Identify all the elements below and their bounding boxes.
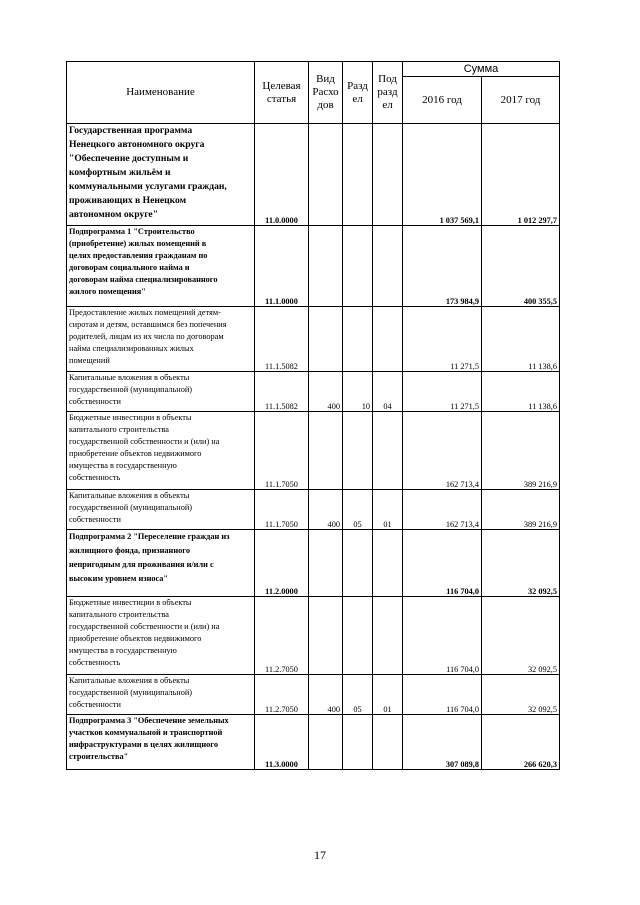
row-kind xyxy=(309,307,343,372)
row-section xyxy=(343,530,373,597)
row-name-line: собственность xyxy=(69,658,121,667)
header-subsection xyxy=(373,62,403,124)
header-subsection-line-1: Под xyxy=(378,73,397,85)
row-name-line: проживающих в Ненецком xyxy=(69,195,187,206)
header-kind-line-3: дов xyxy=(317,99,334,111)
row-name xyxy=(67,412,255,490)
row-section: 05 xyxy=(343,675,373,715)
row-subsection xyxy=(373,226,403,307)
row-sum-2017: 32 092,5 xyxy=(482,530,560,597)
row-name-line: имущества в государственную xyxy=(69,646,177,655)
header-name: Наименование xyxy=(67,62,255,124)
table-row xyxy=(67,597,560,675)
row-name-line: (приобретение) жилых помещений в xyxy=(69,239,207,248)
row-subsection xyxy=(373,597,403,675)
row-kind xyxy=(309,597,343,675)
table-row xyxy=(67,124,560,226)
row-target-code: 11.1.0000 xyxy=(255,226,309,307)
row-name-line: Подпрограмма 1 "Строительство xyxy=(69,227,195,236)
row-name xyxy=(67,124,255,226)
row-name-line: Бюджетные инвестиции в объекты xyxy=(69,598,192,607)
row-name-line: Ненецкого автономного округа xyxy=(69,139,205,150)
row-target-code: 11.1.7050 xyxy=(255,412,309,490)
row-name-line: государственной собственности и (или) на xyxy=(69,622,220,631)
row-target-code: 11.2.7050 xyxy=(255,597,309,675)
row-sum-2016: 162 713,4 xyxy=(403,412,482,490)
table-row xyxy=(67,372,560,412)
row-sum-2016: 11 271,5 xyxy=(403,307,482,372)
row-name-line: высоким уровнем износа" xyxy=(69,574,169,583)
row-name-line: Капитальные вложения в объекты xyxy=(69,491,190,500)
header-expense-kind xyxy=(309,62,343,124)
row-subsection: 01 xyxy=(373,675,403,715)
row-sum-2017: 32 092,5 xyxy=(482,675,560,715)
row-kind: 400 xyxy=(309,675,343,715)
row-name-line: государственной (муниципальной) xyxy=(69,385,193,394)
row-name xyxy=(67,675,255,715)
row-target-code: 11.1.7050 xyxy=(255,490,309,530)
row-sum-2016: 173 984,9 xyxy=(403,226,482,307)
row-subsection xyxy=(373,307,403,372)
row-target-code: 11.1.5082 xyxy=(255,307,309,372)
row-name-line: приобретение объектов недвижимого xyxy=(69,634,202,643)
table-row xyxy=(67,490,560,530)
table-row xyxy=(67,412,560,490)
row-subsection xyxy=(373,715,403,770)
table-body xyxy=(67,124,560,770)
table-row xyxy=(67,307,560,372)
row-name-line: собственность xyxy=(69,473,121,482)
row-subsection xyxy=(373,412,403,490)
row-name-line: Государственная программа xyxy=(69,125,193,136)
header-kind-line-1: Вид xyxy=(316,73,335,85)
row-section xyxy=(343,226,373,307)
row-name-line: договорам социального найма и xyxy=(69,263,190,272)
row-name-line: Капитальные вложения в объекты xyxy=(69,373,190,382)
row-name xyxy=(67,530,255,597)
header-section xyxy=(343,62,373,124)
header-section-line-2: ел xyxy=(352,92,363,105)
row-section xyxy=(343,597,373,675)
row-name-line: государственной (муниципальной) xyxy=(69,503,193,512)
row-name-line: государственной собственности и (или) на xyxy=(69,437,220,446)
table-header xyxy=(67,62,560,124)
row-name xyxy=(67,715,255,770)
row-name-line: договорам найма специализированного xyxy=(69,275,218,284)
row-name-line: помещений xyxy=(69,356,110,365)
row-sum-2016: 1 037 569,1 xyxy=(403,124,482,226)
row-target-code: 11.0.0000 xyxy=(255,124,309,226)
header-subsection-line-2: разд xyxy=(377,86,398,98)
row-name-line: Подпрограмма 2 "Переселение граждан из xyxy=(69,532,230,541)
row-name-line: Бюджетные инвестиции в объекты xyxy=(69,413,192,422)
header-section-line-1: Разд xyxy=(347,79,368,92)
row-sum-2017: 1 012 297,7 xyxy=(482,124,560,226)
table-row xyxy=(67,675,560,715)
budget-table-container xyxy=(66,61,559,770)
row-kind xyxy=(309,715,343,770)
table-row xyxy=(67,715,560,770)
row-name-line: жилого помещения" xyxy=(69,287,146,296)
row-name-line: капитального строительства xyxy=(69,610,169,619)
row-section: 10 xyxy=(343,372,373,412)
row-kind: 400 xyxy=(309,372,343,412)
row-sum-2017: 266 620,3 xyxy=(482,715,560,770)
row-name-line: инфраструктурами в целях жилищного xyxy=(69,740,218,749)
row-name-line: собственности xyxy=(69,515,121,524)
row-name xyxy=(67,307,255,372)
row-name-line: капитального строительства xyxy=(69,425,169,434)
header-target-article xyxy=(255,62,309,124)
row-name xyxy=(67,597,255,675)
row-name-line: Подпрограмма 3 "Обеспечение земельных xyxy=(69,716,229,725)
row-sum-2017: 32 092,5 xyxy=(482,597,560,675)
row-section xyxy=(343,715,373,770)
header-subsection-line-3: ел xyxy=(382,99,393,111)
row-sum-2016: 307 089,8 xyxy=(403,715,482,770)
header-year-2017: 2017 год xyxy=(482,77,560,124)
row-name-line: участков коммунальной и транспортной xyxy=(69,728,223,737)
row-target-code: 11.2.0000 xyxy=(255,530,309,597)
row-name-line: "Обеспечение доступным и xyxy=(69,153,189,164)
table-row xyxy=(67,226,560,307)
row-name-line: имущества в государственную xyxy=(69,461,177,470)
row-sum-2016: 11 271,5 xyxy=(403,372,482,412)
row-section xyxy=(343,124,373,226)
row-name-line: родителей, лицам из их числа по договорам xyxy=(69,332,224,341)
row-name-line: коммунальными услугами граждан, xyxy=(69,181,227,192)
row-section xyxy=(343,307,373,372)
row-kind xyxy=(309,530,343,597)
header-year-2016: 2016 год xyxy=(403,77,482,124)
row-name-line: комфортным жильём и xyxy=(69,167,171,178)
row-name-line: непригодным для проживания и/или с xyxy=(69,560,214,569)
row-sum-2016: 116 704,0 xyxy=(403,530,482,597)
row-name xyxy=(67,372,255,412)
header-kind-line-2: Расхо xyxy=(312,86,339,98)
row-subsection: 04 xyxy=(373,372,403,412)
row-subsection xyxy=(373,530,403,597)
row-name-line: Предоставление жилых помещений детям- xyxy=(69,308,221,317)
row-kind xyxy=(309,226,343,307)
row-name-line: собственности xyxy=(69,397,121,406)
row-kind: 400 xyxy=(309,490,343,530)
row-name-line: целях предоставления гражданам по xyxy=(69,251,208,260)
row-target-code: 11.3.0000 xyxy=(255,715,309,770)
row-name-line: сиротам и детям, оставшимся без попечения xyxy=(69,320,227,329)
row-sum-2017: 389 216,9 xyxy=(482,412,560,490)
row-subsection xyxy=(373,124,403,226)
row-target-code: 11.1.5082 xyxy=(255,372,309,412)
row-name-line: приобретение объектов недвижимого xyxy=(69,449,202,458)
budget-table xyxy=(66,61,560,770)
row-section xyxy=(343,412,373,490)
row-section: 05 xyxy=(343,490,373,530)
table-row xyxy=(67,530,560,597)
row-sum-2016: 116 704,0 xyxy=(403,675,482,715)
row-sum-2016: 162 713,4 xyxy=(403,490,482,530)
row-kind xyxy=(309,412,343,490)
header-target-text: Целевая статья xyxy=(262,79,301,105)
row-name-line: государственной (муниципальной) xyxy=(69,688,193,697)
row-name-line: строительства" xyxy=(69,752,129,761)
row-subsection: 01 xyxy=(373,490,403,530)
row-name xyxy=(67,226,255,307)
row-name xyxy=(67,490,255,530)
row-name-line: собственности xyxy=(69,700,121,709)
row-sum-2017: 400 355,5 xyxy=(482,226,560,307)
page-number: 17 xyxy=(314,848,326,862)
row-sum-2016: 116 704,0 xyxy=(403,597,482,675)
row-sum-2017: 389 216,9 xyxy=(482,490,560,530)
row-sum-2017: 11 138,6 xyxy=(482,372,560,412)
row-kind xyxy=(309,124,343,226)
row-name-line: жилищного фонда, признанного xyxy=(69,546,190,555)
row-name-line: Капитальные вложения в объекты xyxy=(69,676,190,685)
header-sum: Сумма xyxy=(403,62,560,77)
row-sum-2017: 11 138,6 xyxy=(482,307,560,372)
row-name-line: найма специализированных жилых xyxy=(69,344,194,353)
row-name-line: автономном округе" xyxy=(69,209,159,220)
row-target-code: 11.2.7050 xyxy=(255,675,309,715)
